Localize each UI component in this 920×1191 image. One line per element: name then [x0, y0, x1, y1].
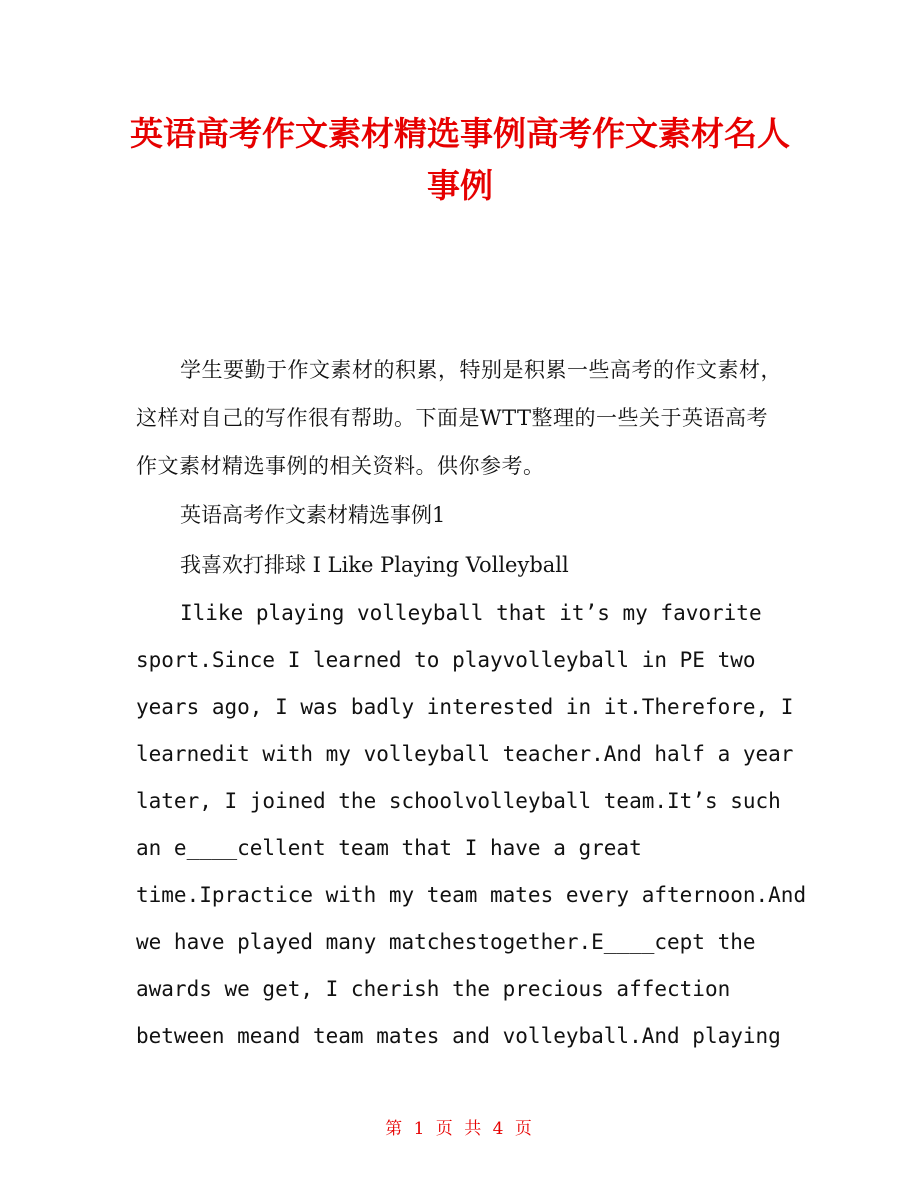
essay-line: we have played many matchestogether.E____cept the	[136, 930, 756, 954]
essay-title: 我喜欢打排球 I Like Playing Volleyball	[180, 553, 569, 577]
essay-paragraph	[136, 590, 807, 1060]
essay-line: learnedit with my volleyball teacher.And half a year	[136, 742, 794, 766]
document-body	[136, 346, 807, 1060]
essay-line: awards we get, I cherish the precious affection	[136, 977, 731, 1001]
essay-line: between meand team mates and volleyball.And playing	[136, 1024, 781, 1048]
essay-line: sport.Since I learned to playvolleyball in PE two	[136, 648, 756, 672]
essay-line: years ago, I was badly interested in it.Therefore, I	[136, 695, 794, 719]
page-footer: 第 1 页 共 4 页	[385, 1119, 535, 1139]
essay-line: Ilike playing volleyball that it’s my favorite	[180, 601, 762, 625]
essay-line: an e____cellent team that I have a great	[136, 836, 642, 860]
essay-line: later, I joined the schoolvolleyball team.It’s such	[136, 789, 781, 813]
section-heading: 英语高考作文素材精选事例1	[180, 503, 446, 527]
document-title: 英语高考作文素材精选事例高考作文素材名人事例	[130, 114, 790, 205]
intro-paragraph: 学生要勤于作文素材的积累，特别是积累一些高考的作文素材，这样对自己的写作很有帮助。下面是WTT整理的一些关于英语高考作文素材精选事例的相关资料。供你参考。	[136, 358, 782, 478]
essay-line: time.Ipractice with my team mates every afternoon.And	[136, 883, 807, 907]
